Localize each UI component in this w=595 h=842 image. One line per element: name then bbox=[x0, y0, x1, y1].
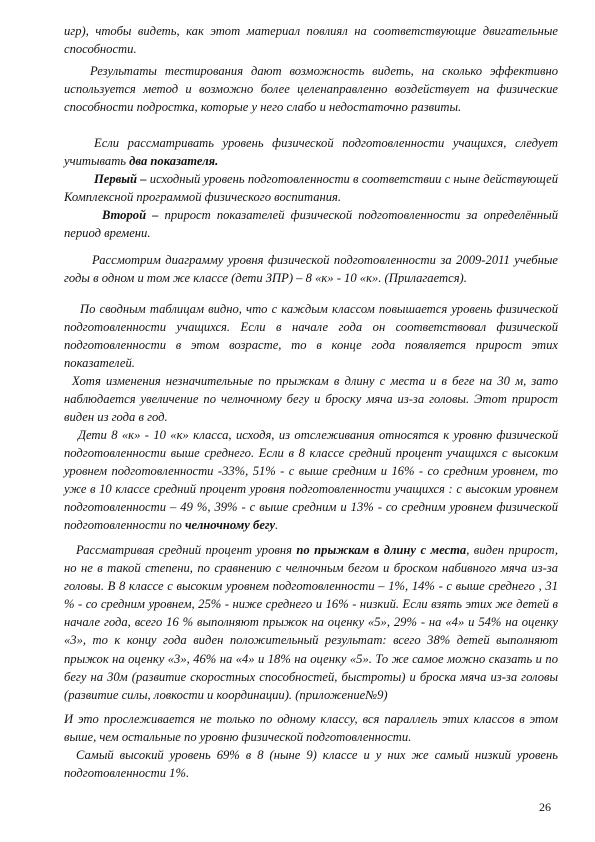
text-run: , виден прирост, но не в такой степени, по сравнению с челночным бегом и броском набивного мяча из-за головы. В 8 классе с высоким уровнем подготовленности – 1%, 14% - с выше среднего , 31 % - со средним уровнем, 25% - ниже среднего и 16% - низкий. Если взять этих же детей в начале года, всего 16 % выполняют прыжок на оценку «5», 29% - на «4» и 54% на оценку «3», то к концу года виден положительный результат: всего 38% детей выполняют прыжок на оценку «3», 46% на «4» и 18% на оценку «5». То же самое можно сказать и по бегу на 30м (развитие скоростных способностей, быстроты) и броска мяча из-за головы (развитие силы, ловкости и координации). (приложение№9) bbox=[64, 543, 559, 702]
paragraph-2 bbox=[64, 62, 558, 116]
bold-text: по прыжкам в длину с места bbox=[296, 543, 467, 557]
text-run: Рассматривая средний процент уровня bbox=[76, 543, 297, 557]
paragraph-1 bbox=[64, 22, 558, 58]
text-run: Если рассматривать уровень физической подготовленности учащихся, следует учитывать bbox=[64, 136, 558, 169]
text-run: Самый высокий уровень 69% в 8 (ныне 9) классе и у них же самый низкий уровень подготовленности 1%. bbox=[64, 748, 558, 781]
text-run: игр), чтобы видеть, как этот материал повлиял на соответствующие двигательные способности. bbox=[64, 24, 558, 57]
text-run: Результаты тестирования дают возможность видеть, на сколько эффективно используется метод и возможно более целенаправленно воздействует на физические способности подростка, которые у него слабо и недостаточно развиты. bbox=[64, 64, 558, 115]
text-run: . bbox=[275, 518, 279, 533]
text-run: И это прослеживается не только по одному классу, вся параллель этих классов в этом выше, чем остальные по уровню физической подготовленности. bbox=[64, 712, 558, 745]
paragraph-6 bbox=[64, 251, 558, 287]
text-run: исходный уровень подготовленности в соответствии с ныне действующей Комплексной программой физического воспитания. bbox=[64, 172, 558, 205]
paragraph-11 bbox=[64, 710, 558, 746]
paragraph-7 bbox=[64, 300, 558, 372]
text-run: прирост показателей физической подготовленности за определённый период времени. bbox=[64, 208, 558, 241]
paragraph-4 bbox=[64, 170, 558, 206]
bold-text: два показателя. bbox=[129, 154, 219, 169]
text-run: Рассмотрим диаграмму уровня физической подготовленности за 2009-2011 учебные годы в одном и том же классе (дети ЗПР) – 8 «к» - 10 «к». (Прилагается). bbox=[64, 253, 558, 286]
paragraph-10 bbox=[64, 541, 558, 704]
paragraph-9 bbox=[64, 426, 558, 535]
paragraph-3 bbox=[64, 134, 558, 170]
bold-text: челночному бегу bbox=[184, 518, 276, 533]
paragraph-12 bbox=[64, 746, 558, 782]
text-run: Хотя изменения незначительные по прыжкам в длину с места и в беге на 30 м, зато наблюдается увеличение по челночному бегу и броску мяча из-за головы. Этот прирост виден из года в год. bbox=[64, 374, 558, 425]
paragraph-5 bbox=[64, 206, 558, 242]
bold-text: Второй – bbox=[102, 208, 159, 222]
text-run: Дети 8 «к» - 10 «к» класса, исходя, из отслеживания относятся к уровню физической подготовленности выше среднего. Если в 8 классе средний процент учащихся с высоким уровнем подготовленности -33%, 51% - с выше средним и 16% - со средним уровнем, то уже в 10 классе средний процент уровня подготовленности учащихся : с высоким уровнем подготовленности – 49 %, 39% - с выше средним и 13% - со средним уровнем физической подготовленности по bbox=[64, 428, 558, 533]
text-run: По сводным таблицам видно, что с каждым классом повышается уровень физической подготовленности учащихся. Если в начале года он соответствовал физической подготовленности в этом возрасте, то в конце года появляется прирост этих показателей. bbox=[64, 302, 558, 371]
bold-text: Первый – bbox=[94, 172, 147, 186]
page-number: 26 bbox=[539, 800, 551, 814]
paragraph-8 bbox=[64, 372, 558, 426]
